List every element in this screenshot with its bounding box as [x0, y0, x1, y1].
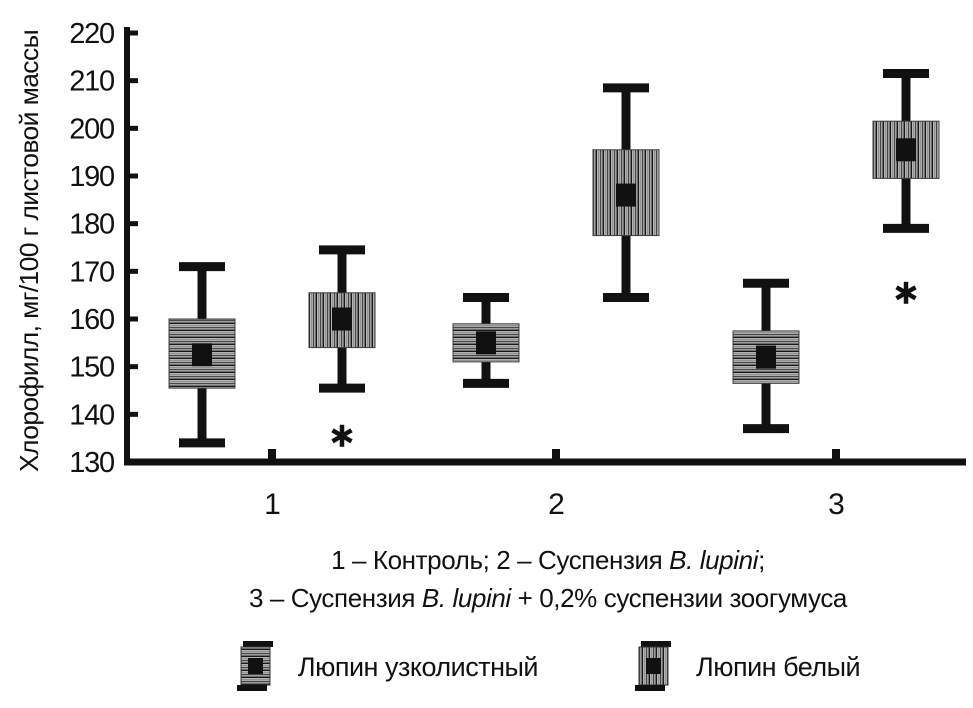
- y-tick-label: 130: [69, 447, 114, 479]
- median-marker: [616, 184, 636, 207]
- y-axis-label: Хлорофилл, мг/100 г листовой массы: [14, 38, 44, 472]
- chart-legend: [127, 641, 969, 693]
- y-tick-label: 150: [69, 351, 114, 384]
- median-marker: [192, 343, 212, 366]
- caption-line-2: 3 – Суспензия B. lupini + 0,2% суспензии зоогумуса: [248, 583, 847, 613]
- median-marker: [896, 138, 916, 161]
- x-tick-label: 3: [828, 488, 844, 521]
- boxplot-horizontal-stripes-cat1: [169, 267, 235, 443]
- legend-item-lupin-white: [634, 641, 860, 693]
- legend-label: Люпин белый: [696, 651, 861, 682]
- boxplot-horizontal-stripes-cat3: [733, 283, 799, 428]
- y-tick-label: 190: [69, 161, 114, 193]
- y-tick-label: 140: [69, 399, 114, 432]
- y-tick-label: 180: [69, 208, 114, 241]
- caption-line-1: 1 – Контроль; 2 – Суспензия B. lupini;: [331, 545, 765, 575]
- x-tick-label: 2: [548, 488, 564, 521]
- y-tick-label: 220: [69, 18, 114, 50]
- x-tick-label: 1: [264, 488, 280, 521]
- boxplot-vertical-stripes-cat3: [873, 74, 939, 304]
- plot-content: [69, 18, 966, 521]
- y-tick-label: 160: [69, 304, 114, 336]
- median-marker: [332, 308, 352, 331]
- y-tick-label: 170: [69, 256, 114, 289]
- chart-caption: [127, 541, 969, 617]
- legend-label: Люпин узколистный: [297, 651, 538, 682]
- legend-item-lupin-narrowleaf: [236, 641, 538, 693]
- boxplot-horizontal-stripes-cat2: [453, 298, 519, 384]
- median-marker: [756, 346, 776, 369]
- outlier-asterisk: [896, 282, 915, 304]
- x-tick: [268, 449, 276, 462]
- boxplot-vertical-stripes-cat2: [593, 88, 659, 298]
- y-tick-label: 210: [69, 65, 114, 98]
- median-marker: [476, 331, 496, 354]
- x-tick: [552, 449, 560, 462]
- hstripes-boxplot-icon: [236, 641, 276, 693]
- vstripes-boxplot-icon: [634, 641, 674, 693]
- y-tick-label: 200: [69, 113, 114, 146]
- outlier-asterisk: [332, 425, 351, 447]
- x-tick: [832, 449, 840, 462]
- boxplot-vertical-stripes-cat1: [309, 250, 375, 447]
